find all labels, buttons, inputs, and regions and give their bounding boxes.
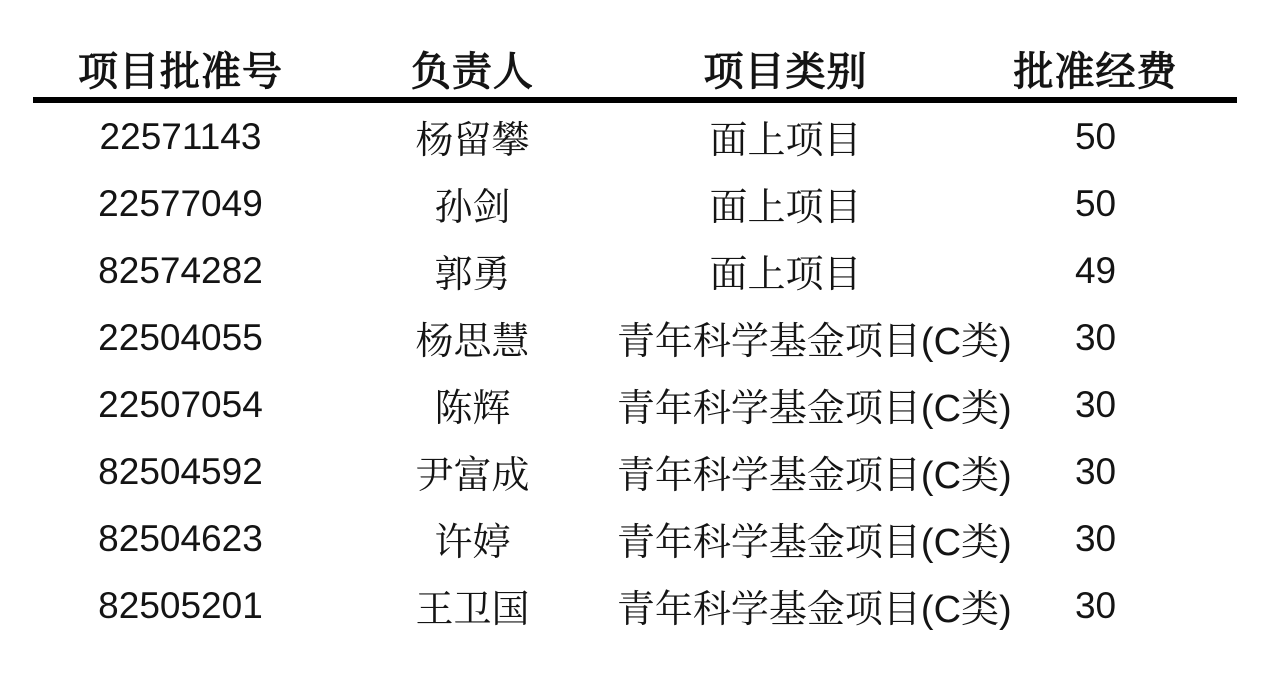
cell-funding: 50 (1074, 115, 1117, 157)
cell-category: 青年科学基金项目(C类) (616, 589, 1012, 631)
cell-principal: 陈辉 (434, 388, 511, 430)
cell-funding: 30 (1074, 316, 1117, 358)
table-row (33, 100, 1237, 170)
cell-project-number: 22577049 (98, 182, 263, 224)
cell-project-number: 82504592 (98, 450, 263, 492)
column-header-funding: 批准经费 (954, 40, 1237, 100)
cell-project-number: 22571143 (99, 115, 262, 157)
cell-principal: 许婷 (434, 522, 511, 564)
cell-category: 青年科学基金项目(C类) (616, 388, 1012, 430)
column-header-project-number: 项目批准号 (33, 40, 328, 100)
cell-project-number: 22504055 (98, 316, 263, 358)
cell-principal: 尹富成 (415, 455, 530, 497)
table-row (33, 371, 1237, 438)
cell-principal: 孙剑 (434, 187, 511, 229)
cell-project-number: 82504623 (98, 517, 263, 559)
cell-category: 青年科学基金项目(C类) (616, 455, 1012, 497)
cell-funding: 30 (1074, 383, 1117, 425)
column-header-principal: 负责人 (328, 40, 617, 100)
funding-table (33, 40, 1237, 639)
table-row (33, 237, 1237, 304)
table-row (33, 505, 1237, 572)
table-header-row (33, 40, 1237, 100)
cell-funding: 30 (1074, 450, 1117, 492)
cell-principal: 郭勇 (434, 254, 511, 296)
table-row (33, 304, 1237, 371)
table-row (33, 572, 1237, 639)
cell-project-number: 22507054 (98, 383, 263, 425)
table-row (33, 170, 1237, 237)
cell-principal: 杨留攀 (415, 120, 530, 162)
cell-category: 面上项目 (709, 187, 862, 229)
cell-project-number: 82574282 (98, 249, 263, 291)
cell-principal: 杨思慧 (415, 321, 530, 363)
cell-category: 面上项目 (709, 120, 862, 162)
cell-project-number: 82505201 (98, 584, 263, 626)
table-row (33, 438, 1237, 505)
cell-funding: 30 (1074, 584, 1117, 626)
cell-funding: 30 (1074, 517, 1117, 559)
cell-category: 面上项目 (709, 254, 862, 296)
cell-category: 青年科学基金项目(C类) (616, 522, 1012, 564)
cell-principal: 王卫国 (415, 589, 530, 631)
cell-category: 青年科学基金项目(C类) (616, 321, 1012, 363)
column-header-category: 项目类别 (617, 40, 954, 100)
cell-funding: 49 (1074, 249, 1117, 291)
cell-funding: 50 (1074, 182, 1117, 224)
